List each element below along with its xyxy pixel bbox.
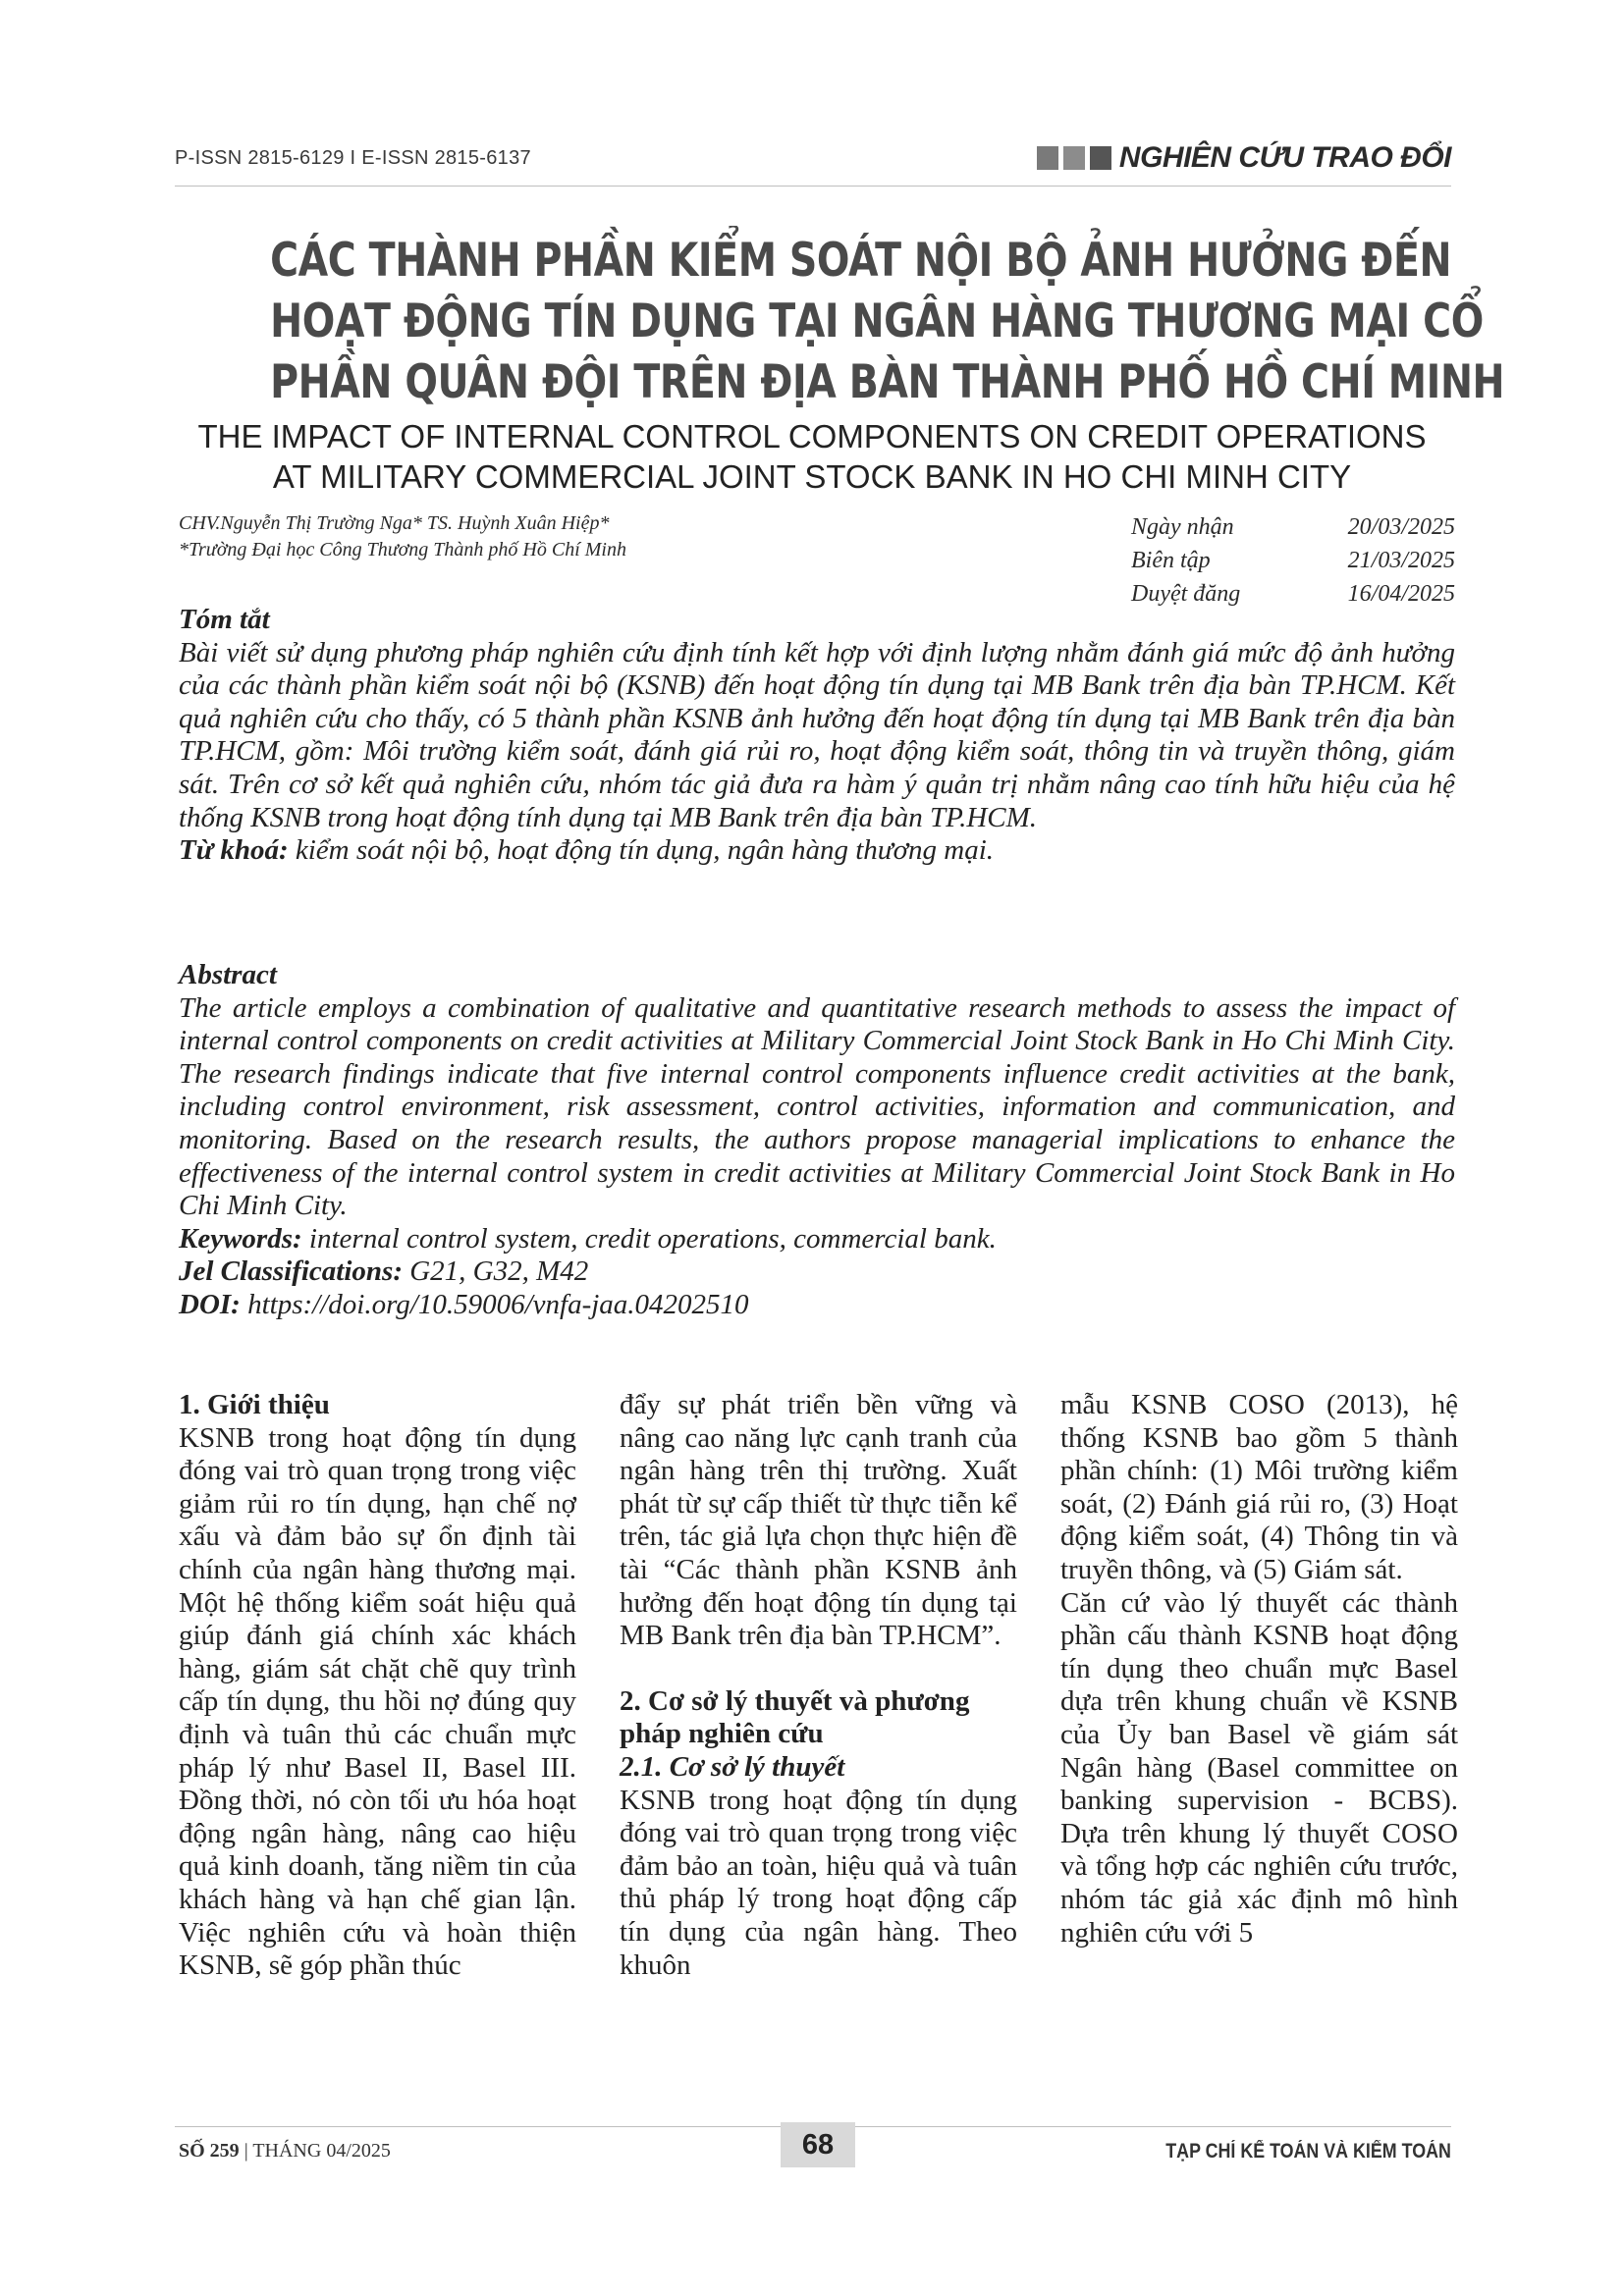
- section-tag: [1037, 141, 1451, 175]
- section-label: NGHIÊN CỨU TRAO ĐỔI: [1118, 141, 1451, 174]
- journal-name: TẠP CHÍ KẾ TOÁN VÀ KIỂM TOÁN: [1165, 2140, 1451, 2163]
- doi: [179, 1289, 1455, 1322]
- header-divider: [175, 186, 1451, 187]
- title-vi-line: PHẦN QUÂN ĐỘI TRÊN ĐỊA BÀN THÀNH PHỐ HỒ CHÍ MINH: [270, 355, 1505, 409]
- decorative-bars-icon: [1037, 146, 1111, 170]
- keywords-value: internal control system, credit operations, commercial bank.: [301, 1222, 997, 1255]
- article-title-english: [167, 416, 1457, 497]
- doi-link[interactable]: https://doi.org/10.59006/vnfa-jaa.04202510: [240, 1288, 749, 1320]
- doi-label: DOI:: [179, 1288, 241, 1320]
- date-row: [1131, 544, 1455, 577]
- author-affiliation: *Trường Đại học Công Thương Thành phố Hồ Chí Minh: [179, 539, 626, 561]
- body-paragraph: Căn cứ vào lý thuyết các thành phần cấu thành KSNB hoạt động tín dụng theo chuẩn mực Basel dựa trên khung chuẩn về KSNB của Ủy ban Basel về giám sát Ngân hàng (Basel committee on banking supervision - BCBS). Dựa trên khung lý thuyết COSO và tổng hợp các nghiên cứu trước, nhóm tác giả xác định mô hình nghiên cứu với 5: [1060, 1586, 1458, 1949]
- abstract-text: The article employs a combination of qualitative and quantitative research methods to assess the impact of internal control components on credit activities at Military Commercial Joint Stock Bank in Ho Chi Minh City. The research findings indicate that five internal control components influence credit activities at the bank, including control environment, risk assessment, control activities, information and communication, and monitoring. Based on the research results, the authors propose managerial implications to enhance the effectiveness of the internal control system in credit activities at Military Commercial Joint Stock Bank in Ho Chi Minh City.: [179, 991, 1455, 1222]
- body-column-2: [620, 1389, 1017, 1982]
- abstract-english: [179, 959, 1455, 1322]
- body-column-1: [179, 1389, 576, 1983]
- jel-classifications: [179, 1255, 1455, 1289]
- article-title-vietnamese: [270, 231, 1505, 413]
- issue-info: [179, 2140, 391, 2163]
- body-paragraph: KSNB trong hoạt động tín dụng đóng vai trò quan trọng trong việc giảm rủi ro tín dụng, hạn chế nợ xấu và đảm bảo sự ổn định tài chính của ngân hàng thương mại. Một hệ thống kiểm soát hiệu quả giúp đánh giá chính xác khách hàng, giám sát chặt chẽ quy trình cấp tín dụng, thu hồi nợ đúng quy định và tuân thủ các chuẩn mực pháp lý như Basel II, Basel III. Đồng thời, nó còn tối ưu hóa hoạt động ngân hàng, nâng cao hiệu quả kinh doanh, tăng niềm tin của khách hàng và hạn chế gian lận. Việc nghiên cứu và hoàn thiện KSNB, sẽ góp phần thúc: [179, 1421, 576, 1982]
- keywords-label: Keywords:: [179, 1222, 302, 1255]
- date-label: Ngày nhận: [1131, 514, 1234, 540]
- body-paragraph: đẩy sự phát triển bền vững và nâng cao năng lực cạnh tranh của ngân hàng trên thị trường. Xuất phát từ sự cấp thiết từ thực tiễn kể trên, tác giả lựa chọn thực hiện đề tài “Các thành phần KSNB ảnh hưởng đến hoạt động tín dụng tại MB Bank trên địa bàn TP.HCM”.: [620, 1389, 1017, 1652]
- date-value: 20/03/2025: [1347, 514, 1455, 540]
- title-en-line: AT MILITARY COMMERCIAL JOINT STOCK BANK IN HO CHI MINH CITY: [272, 458, 1352, 495]
- date-row: [1131, 510, 1455, 544]
- summary-vietnamese: [179, 604, 1455, 868]
- jel-label: Jel Classifications:: [179, 1255, 403, 1288]
- keywords-value: kiểm soát nội bộ, hoạt động tín dụng, ngân hàng thương mại.: [288, 834, 995, 867]
- body-paragraph: mẫu KSNB COSO (2013), hệ thống KSNB bao gồm 5 thành phần chính: (1) Môi trường kiểm soát, (2) Đánh giá rủi ro, (3) Hoạt động kiểm soát, (4) Thông tin và truyền thông, và (5) Giám sát.: [1060, 1389, 1458, 1585]
- summary-heading: Tóm tắt: [179, 604, 270, 635]
- title-vi-line: HOẠT ĐỘNG TÍN DỤNG TẠI NGÂN HÀNG THƯƠNG MẠI CỔ: [270, 294, 1484, 348]
- body-paragraph: KSNB trong hoạt động tín dụng đóng vai trò quan trọng trong việc đảm bảo an toàn, hiệu quả và tuân thủ pháp lý trong hoạt động cấp tín dụng của ngân hàng. Theo khuôn: [620, 1784, 1017, 1981]
- abstract-keywords: [179, 1223, 1455, 1256]
- abstract-heading: Abstract: [179, 959, 277, 990]
- summary-text: Bài viết sử dụng phương pháp nghiên cứu định tính kết hợp với định lượng nhằm đánh giá mức độ ảnh hưởng của các thành phần kiểm soát nội bộ (KSNB) đến hoạt động tín dụng tại MB Bank trên địa bàn TP.HCM. Kết quả nghiên cứu cho thấy, có 5 thành phần KSNB ảnh hưởng đến hoạt động tín dụng tại MB Bank trên địa bàn TP.HCM, gồm: Môi trường kiểm soát, đánh giá rủi ro, hoạt động kiểm soát, thông tin và truyền thông, giám sát. Trên cơ sở kết quả nghiên cứu, nhóm tác giả đưa ra hàm ý quản trị nhằm nâng cao tính hữu hiệu của hệ thống KSNB trong hoạt động tính dụng tại MB Bank trên địa bàn TP.HCM.: [179, 636, 1455, 833]
- submission-dates: [1131, 510, 1455, 611]
- body-column-3: [1060, 1389, 1458, 1949]
- issue-date: | THÁNG 04/2025: [239, 2140, 391, 2162]
- date-value: 21/03/2025: [1347, 548, 1455, 573]
- issn-line: P-ISSN 2815-6129 I E-ISSN 2815-6137: [175, 147, 531, 169]
- title-en-line: THE IMPACT OF INTERNAL CONTROL COMPONENTS ON CREDIT OPERATIONS: [197, 418, 1427, 454]
- summary-keywords: [179, 834, 1455, 868]
- author-names: CHV.Nguyễn Thị Trường Nga* TS. Huỳnh Xuân Hiệp*: [179, 512, 610, 534]
- section-heading-theory: 2. Cơ sở lý thuyết và phương pháp nghiên cứu: [620, 1684, 970, 1750]
- section-heading-introduction: 1. Giới thiệu: [179, 1389, 330, 1420]
- jel-value: G21, G32, M42: [402, 1255, 589, 1288]
- date-label: Duyệt đăng: [1131, 581, 1241, 607]
- page-number: 68: [781, 2122, 855, 2167]
- date-value: 16/04/2025: [1347, 581, 1455, 607]
- subsection-heading: 2.1. Cơ sở lý thuyết: [620, 1750, 845, 1783]
- keywords-label: Từ khoá:: [179, 834, 289, 867]
- title-vi-line: CÁC THÀNH PHẦN KIỂM SOÁT NỘI BỘ ẢNH HƯỞNG ĐẾN: [270, 234, 1452, 288]
- date-label: Biên tập: [1131, 548, 1211, 573]
- author-block: [179, 510, 626, 563]
- issue-number: SỐ 259: [179, 2140, 240, 2162]
